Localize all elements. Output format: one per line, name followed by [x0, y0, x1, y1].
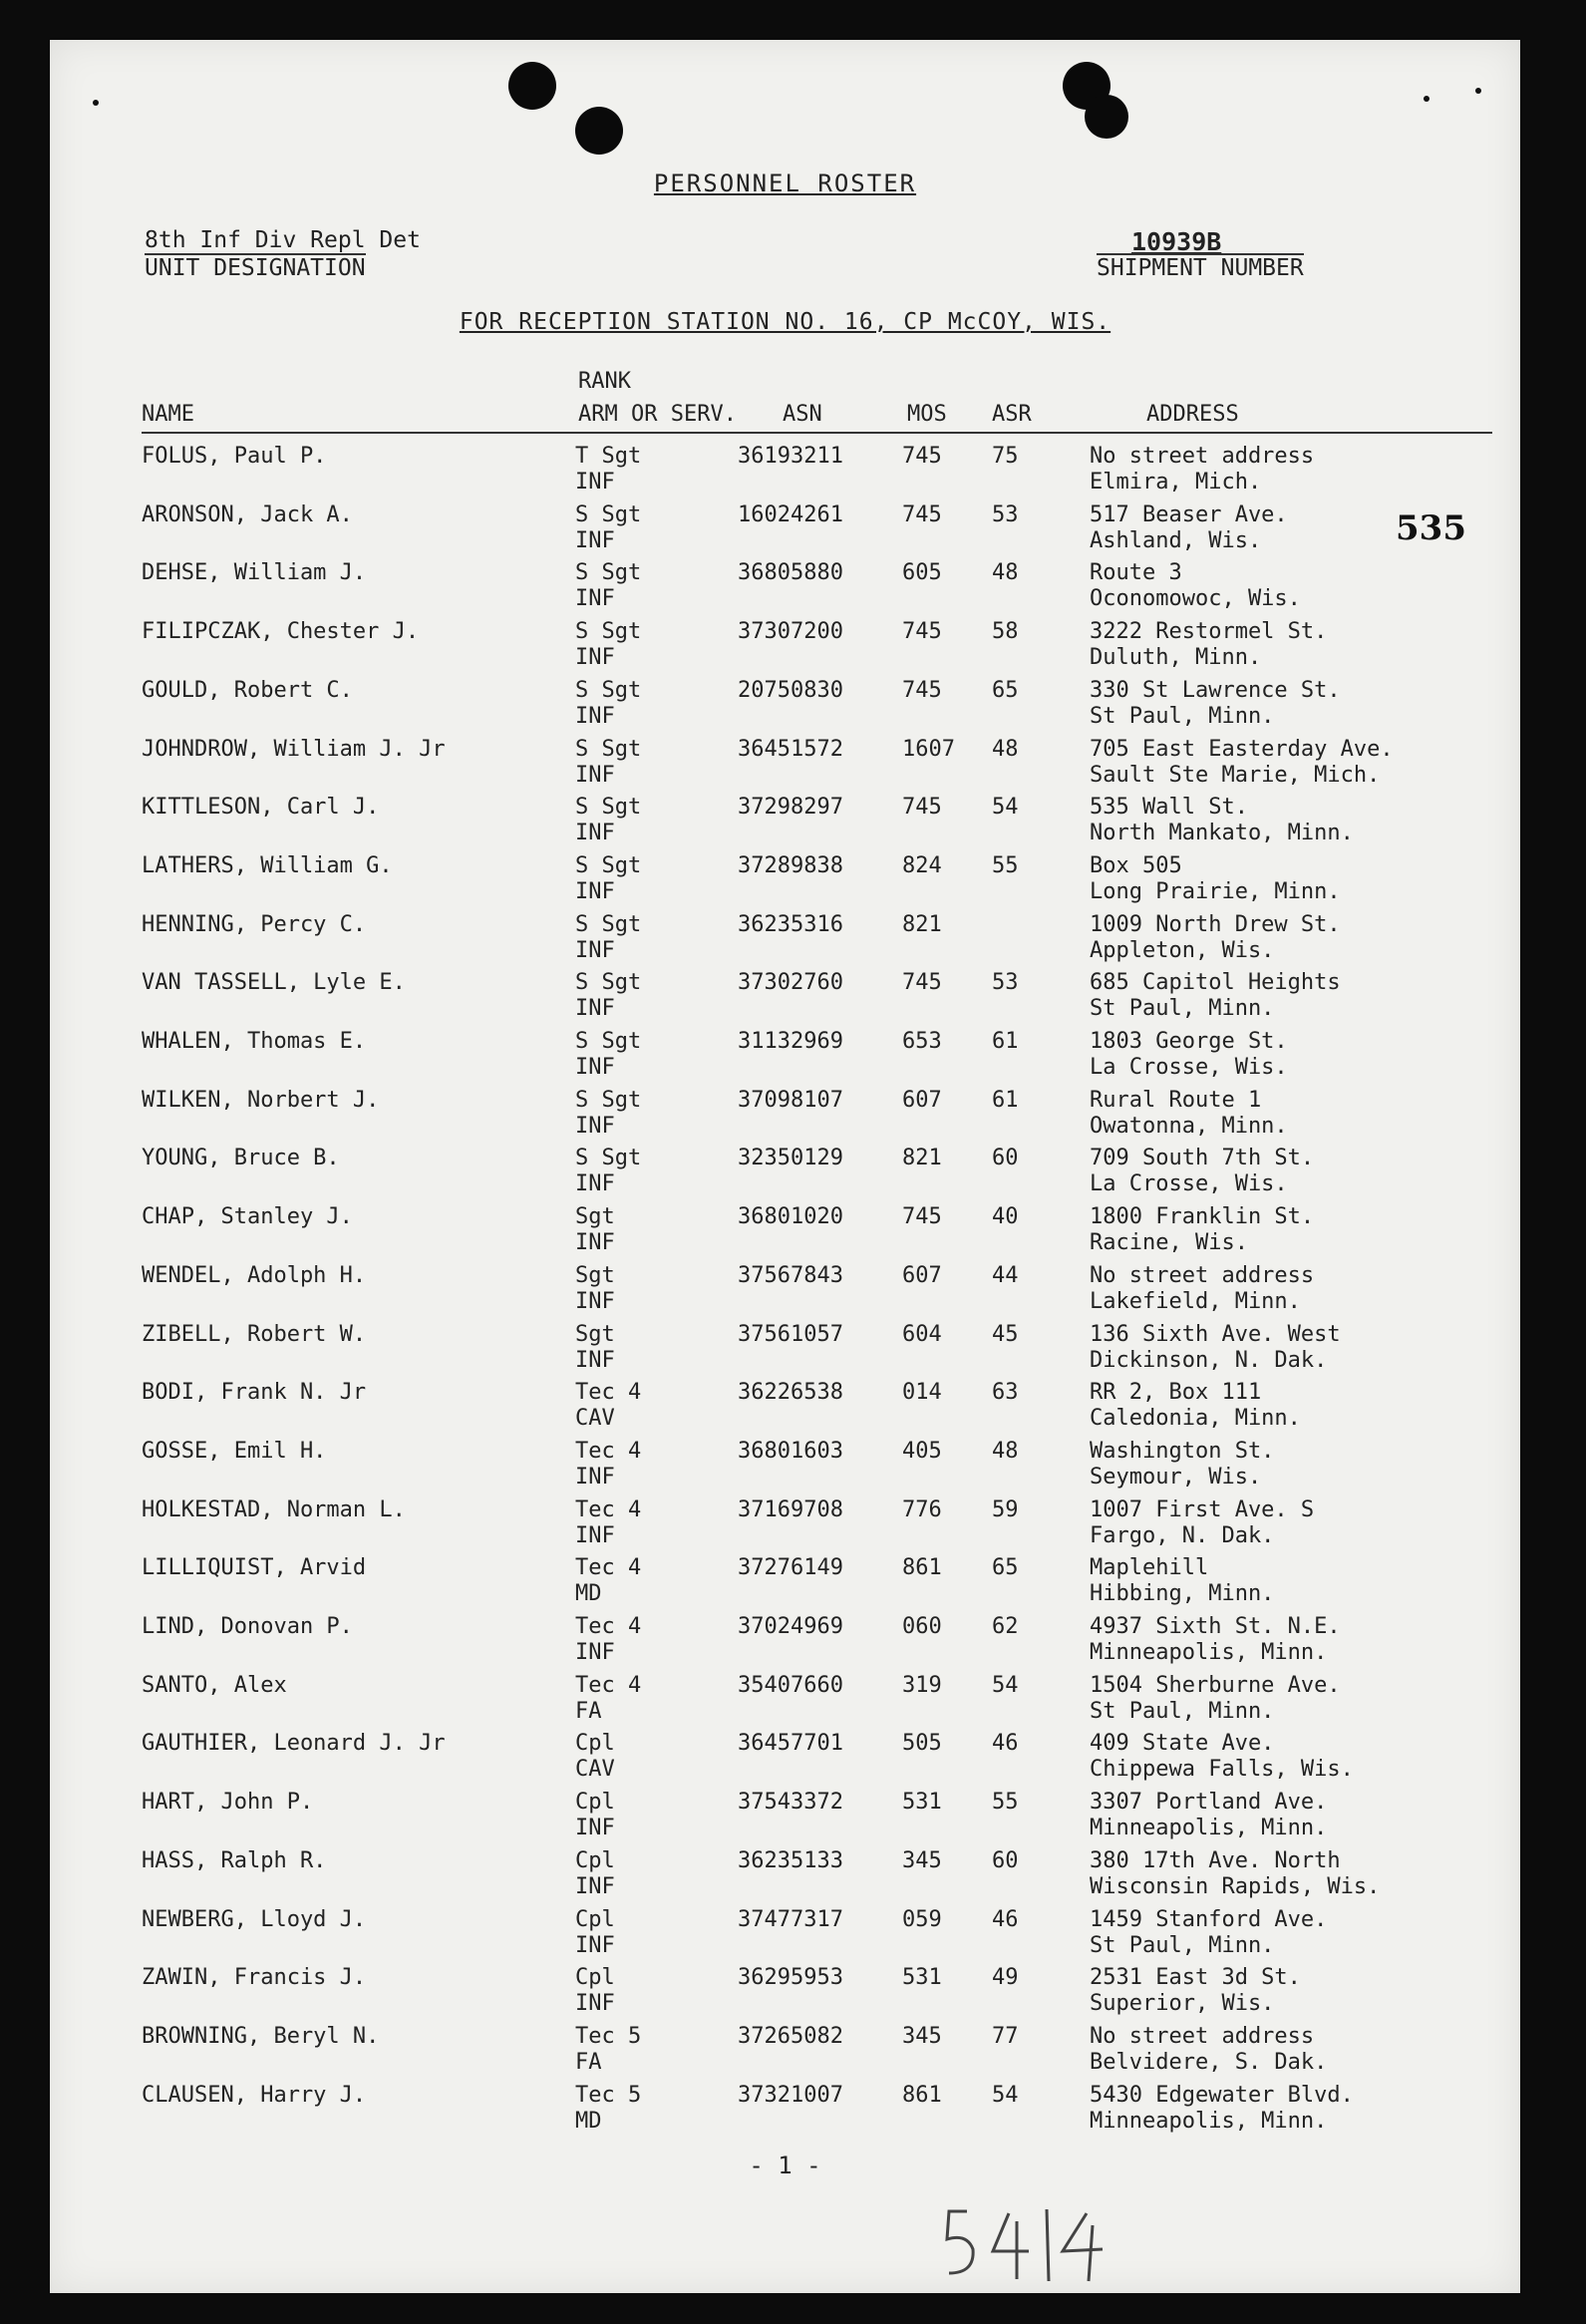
- roster-name: SANTO, Alex: [142, 1672, 287, 1698]
- table-row: [50, 2024, 1520, 2082]
- roster-asr: 65: [992, 677, 1019, 703]
- roster-arm-or-service: INF: [575, 1932, 615, 1958]
- roster-arm-or-service: INF: [575, 762, 615, 788]
- roster-address-line1: 1800 Franklin St.: [1090, 1204, 1315, 1230]
- roster-asn: 36451572: [738, 736, 843, 762]
- page-title: PERSONNEL ROSTER: [653, 169, 917, 197]
- roster-rank: S Sgt: [575, 970, 642, 996]
- roster-name: GOSSE, Emil H.: [142, 1438, 327, 1464]
- roster-rank: Sgt: [575, 1321, 615, 1347]
- shipment-number-label: SHIPMENT NUMBER: [1097, 255, 1304, 281]
- roster-address-line1: 1009 North Drew St.: [1090, 911, 1341, 937]
- roster-address-line1: 330 St Lawrence St.: [1090, 677, 1341, 703]
- table-row: [50, 1204, 1520, 1262]
- roster-mos: 745: [902, 795, 942, 821]
- table-row: [50, 1263, 1520, 1321]
- roster-arm-or-service: INF: [575, 1347, 615, 1373]
- roster-asr: 65: [992, 1555, 1019, 1581]
- roster-arm-or-service: INF: [575, 527, 615, 553]
- roster-asn: 36193211: [738, 444, 843, 469]
- roster-address-line1: 705 East Easterday Ave.: [1090, 736, 1394, 762]
- roster-asn: 16024261: [738, 501, 843, 527]
- roster-address-line2: Lakefield, Minn.: [1090, 1288, 1301, 1314]
- roster-address-line2: Hibbing, Minn.: [1090, 1581, 1275, 1607]
- roster-asn: 37321007: [738, 2082, 843, 2108]
- roster-address-line1: 685 Capitol Heights: [1090, 970, 1341, 996]
- roster-rank: S Sgt: [575, 911, 642, 937]
- roster-address-line1: 4937 Sixth St. N.E.: [1090, 1614, 1341, 1639]
- roster-address-line2: Elmira, Mich.: [1090, 470, 1262, 495]
- roster-name: KITTLESON, Carl J.: [142, 795, 380, 821]
- roster-asr: 61: [992, 1029, 1019, 1054]
- roster-arm-or-service: INF: [575, 937, 615, 963]
- roster-address-line1: No street address: [1090, 1262, 1315, 1288]
- roster-asr: 48: [992, 1438, 1019, 1464]
- roster-mos: 745: [902, 501, 942, 527]
- roster-name: YOUNG, Bruce B.: [142, 1146, 340, 1171]
- roster-asr: 44: [992, 1262, 1019, 1288]
- roster-name: HASS, Ralph R.: [142, 1847, 327, 1873]
- header-address: ADDRESS: [1146, 402, 1239, 427]
- roster-asr: 75: [992, 444, 1019, 469]
- roster-asn: 31132969: [738, 1029, 843, 1054]
- roster-mos: 824: [902, 852, 942, 878]
- roster-rank: Tec 4: [575, 1380, 642, 1406]
- roster-mos: 821: [902, 911, 942, 937]
- roster-name: CLAUSEN, Harry J.: [142, 2082, 367, 2108]
- roster-arm-or-service: INF: [575, 645, 615, 671]
- roster-rank: Tec 4: [575, 1672, 642, 1698]
- roster-arm-or-service: INF: [575, 1464, 615, 1490]
- roster-rank: Tec 4: [575, 1438, 642, 1464]
- roster-mos: 505: [902, 1731, 942, 1757]
- roster-address-line2: Minneapolis, Minn.: [1090, 2108, 1328, 2134]
- roster-name: FOLUS, Paul P.: [142, 444, 327, 469]
- roster-arm-or-service: INF: [575, 1640, 615, 1665]
- table-row: [50, 444, 1520, 501]
- roster-mos: 531: [902, 1790, 942, 1816]
- table-row: [50, 502, 1520, 560]
- roster-mos: 861: [902, 1555, 942, 1581]
- roster-address-line2: Chippewa Falls, Wis.: [1090, 1757, 1354, 1783]
- table-row: [50, 853, 1520, 911]
- roster-address-line1: 709 South 7th St.: [1090, 1146, 1315, 1171]
- roster-asn: 35407660: [738, 1672, 843, 1698]
- roster-address-line2: Appleton, Wis.: [1090, 937, 1275, 963]
- roster-asr: 55: [992, 1790, 1019, 1816]
- roster-asn: 36235133: [738, 1847, 843, 1873]
- roster-name: ZAWIN, Francis J.: [142, 1965, 367, 1991]
- roster-address-line2: Wisconsin Rapids, Wis.: [1090, 1873, 1381, 1899]
- roster-address-line2: Oconomowoc, Wis.: [1090, 586, 1301, 612]
- roster-arm-or-service: INF: [575, 1055, 615, 1080]
- roster-arm-or-service: INF: [575, 1522, 615, 1548]
- roster-mos: 604: [902, 1321, 942, 1347]
- roster-asn: 37477317: [738, 1906, 843, 1932]
- roster-address-line2: North Mankato, Minn.: [1090, 821, 1354, 846]
- roster-rank: Tec 5: [575, 2023, 642, 2049]
- roster-asr: 45: [992, 1321, 1019, 1347]
- roster-name: HOLKESTAD, Norman L.: [142, 1496, 406, 1522]
- unit-designation-value: 8th Inf Div Repl Det: [145, 227, 421, 253]
- roster-address-line1: No street address: [1090, 2023, 1315, 2049]
- roster-mos: 776: [902, 1496, 942, 1522]
- roster-address-line1: Washington St.: [1090, 1438, 1275, 1464]
- roster-arm-or-service: INF: [575, 996, 615, 1022]
- table-row: [50, 619, 1520, 677]
- table-row: [50, 737, 1520, 795]
- roster-address-line2: Fargo, N. Dak.: [1090, 1522, 1275, 1548]
- roster-address-line2: Seymour, Wis.: [1090, 1464, 1262, 1490]
- roster-address-line1: 380 17th Ave. North: [1090, 1847, 1341, 1873]
- table-row: [50, 795, 1520, 852]
- unit-designation-label: UNIT DESIGNATION: [145, 255, 366, 281]
- roster-address-line1: 517 Beaser Ave.: [1090, 501, 1288, 527]
- roster-asn: 37098107: [738, 1087, 843, 1113]
- roster-address-line1: RR 2, Box 111: [1090, 1380, 1262, 1406]
- roster-arm-or-service: INF: [575, 1991, 615, 2017]
- roster-address-line1: 409 State Ave.: [1090, 1731, 1275, 1757]
- roster-asr: 61: [992, 1087, 1019, 1113]
- table-row: [50, 560, 1520, 618]
- roster-mos: 060: [902, 1614, 942, 1639]
- roster-asr: 48: [992, 560, 1019, 586]
- roster-rank: S Sgt: [575, 736, 642, 762]
- roster-address-line2: Caledonia, Minn.: [1090, 1406, 1301, 1432]
- roster-mos: 821: [902, 1146, 942, 1171]
- roster-address-line1: 136 Sixth Ave. West: [1090, 1321, 1341, 1347]
- shipment-number-value: 10939B: [1131, 227, 1222, 256]
- roster-asn: 37543372: [738, 1790, 843, 1816]
- roster-asn: 37265082: [738, 2023, 843, 2049]
- roster-address-line1: 1459 Stanford Ave.: [1090, 1906, 1328, 1932]
- roster-asr: 53: [992, 970, 1019, 996]
- roster-address-line1: 5430 Edgewater Blvd.: [1090, 2082, 1354, 2108]
- roster-name: LILLIQUIST, Arvid: [142, 1555, 367, 1581]
- roster-mos: 745: [902, 677, 942, 703]
- roster-name: LIND, Donovan P.: [142, 1614, 353, 1639]
- roster-asn: 37307200: [738, 619, 843, 645]
- roster-asr: 49: [992, 1965, 1019, 1991]
- roster-rank: S Sgt: [575, 501, 642, 527]
- roster-name: BODI, Frank N. Jr: [142, 1380, 367, 1406]
- table-row: [50, 1731, 1520, 1789]
- roster-arm-or-service: INF: [575, 878, 615, 904]
- roster-address-line1: 3307 Portland Ave.: [1090, 1790, 1328, 1816]
- roster-address-line1: 2531 East 3d St.: [1090, 1965, 1301, 1991]
- roster-address-line2: Sault Ste Marie, Mich.: [1090, 762, 1381, 788]
- roster-mos: 861: [902, 2082, 942, 2108]
- roster-arm-or-service: MD: [575, 1581, 602, 1607]
- table-row: [50, 1380, 1520, 1438]
- roster-mos: 014: [902, 1380, 942, 1406]
- roster-arm-or-service: INF: [575, 1171, 615, 1197]
- roster-name: LATHERS, William G.: [142, 852, 393, 878]
- header-name: NAME: [142, 402, 194, 427]
- roster-mos: 1607: [902, 736, 955, 762]
- roster-asn: 37302760: [738, 970, 843, 996]
- table-row: [50, 1029, 1520, 1087]
- roster-arm-or-service: INF: [575, 1113, 615, 1139]
- roster-address-line2: Minneapolis, Minn.: [1090, 1816, 1328, 1841]
- header-arm-or-serv: ARM OR SERV.: [578, 402, 737, 427]
- roster-asn: 37169708: [738, 1496, 843, 1522]
- roster-rank: Cpl: [575, 1731, 615, 1757]
- roster-asr: 54: [992, 2082, 1019, 2108]
- roster-rank: Tec 4: [575, 1496, 642, 1522]
- roster-arm-or-service: INF: [575, 470, 615, 495]
- roster-name: BROWNING, Beryl N.: [142, 2023, 380, 2049]
- roster-mos: 745: [902, 970, 942, 996]
- roster-address-line2: Belvidere, S. Dak.: [1090, 2049, 1328, 2075]
- roster-name: GAUTHIER, Leonard J. Jr: [142, 1731, 446, 1757]
- roster-name: NEWBERG, Lloyd J.: [142, 1906, 367, 1932]
- roster-rank: S Sgt: [575, 852, 642, 878]
- roster-address-line1: 1007 First Ave. S: [1090, 1496, 1315, 1522]
- roster-arm-or-service: CAV: [575, 1757, 615, 1783]
- roster-name: ARONSON, Jack A.: [142, 501, 353, 527]
- roster-address-line2: Racine, Wis.: [1090, 1230, 1248, 1256]
- roster-address-line2: La Crosse, Wis.: [1090, 1055, 1288, 1080]
- roster-address-line2: Ashland, Wis.: [1090, 527, 1262, 553]
- roster-asr: 54: [992, 795, 1019, 821]
- roster-name: JOHNDROW, William J. Jr: [142, 736, 446, 762]
- roster-address-line2: Minneapolis, Minn.: [1090, 1640, 1328, 1665]
- roster-asr: 60: [992, 1847, 1019, 1873]
- roster-arm-or-service: MD: [575, 2108, 602, 2134]
- roster-address-line1: No street address: [1090, 444, 1315, 469]
- roster-name: FILIPCZAK, Chester J.: [142, 619, 420, 645]
- roster-rank: Cpl: [575, 1965, 615, 1991]
- roster-asn: 37567843: [738, 1262, 843, 1288]
- roster-arm-or-service: INF: [575, 1873, 615, 1899]
- roster-rank: T Sgt: [575, 444, 642, 469]
- roster-mos: 745: [902, 1204, 942, 1230]
- roster-name: WILKEN, Norbert J.: [142, 1087, 380, 1113]
- roster-address-line2: Long Prairie, Minn.: [1090, 878, 1341, 904]
- roster-mos: 345: [902, 2023, 942, 2049]
- roster-address-line1: 3222 Restormel St.: [1090, 619, 1328, 645]
- roster-mos: 531: [902, 1965, 942, 1991]
- table-row: [50, 912, 1520, 970]
- roster-address-line1: Maplehill: [1090, 1555, 1209, 1581]
- roster-asr: 58: [992, 619, 1019, 645]
- roster-asr: 46: [992, 1731, 1019, 1757]
- roster-mos: 405: [902, 1438, 942, 1464]
- roster-name: WENDEL, Adolph H.: [142, 1262, 367, 1288]
- roster-asr: 59: [992, 1496, 1019, 1522]
- roster-asr: 53: [992, 501, 1019, 527]
- roster-address-line2: Owatonna, Minn.: [1090, 1113, 1288, 1139]
- roster-rank: Cpl: [575, 1906, 615, 1932]
- table-row: [50, 1146, 1520, 1203]
- roster: [50, 40, 1520, 2293]
- header-mos: MOS: [907, 402, 947, 427]
- roster-rank: Tec 4: [575, 1614, 642, 1639]
- roster-asr: 48: [992, 736, 1019, 762]
- roster-name: ZIBELL, Robert W.: [142, 1321, 367, 1347]
- roster-name: HART, John P.: [142, 1790, 314, 1816]
- roster-rank: Sgt: [575, 1204, 615, 1230]
- roster-asn: 36801603: [738, 1438, 843, 1464]
- roster-address-line2: Duluth, Minn.: [1090, 645, 1262, 671]
- roster-mos: 653: [902, 1029, 942, 1054]
- roster-address-line1: 535 Wall St.: [1090, 795, 1248, 821]
- roster-arm-or-service: INF: [575, 703, 615, 729]
- header-rule: [142, 432, 1492, 434]
- roster-address-line1: 1803 George St.: [1090, 1029, 1288, 1054]
- roster-asn: 37289838: [738, 852, 843, 878]
- roster-asn: 36235316: [738, 911, 843, 937]
- roster-name: CHAP, Stanley J.: [142, 1204, 353, 1230]
- roster-asr: 46: [992, 1906, 1019, 1932]
- roster-asn: 32350129: [738, 1146, 843, 1171]
- roster-rank: Cpl: [575, 1847, 615, 1873]
- roster-address-line1: Box 505: [1090, 852, 1182, 878]
- roster-arm-or-service: INF: [575, 821, 615, 846]
- table-row: [50, 1965, 1520, 2023]
- roster-asn: 37298297: [738, 795, 843, 821]
- roster-address-line2: St Paul, Minn.: [1090, 1698, 1275, 1724]
- roster-address-line2: St Paul, Minn.: [1090, 1932, 1275, 1958]
- roster-rank: S Sgt: [575, 1087, 642, 1113]
- roster-address-line1: 1504 Sherburne Ave.: [1090, 1672, 1341, 1698]
- roster-name: HENNING, Percy C.: [142, 911, 367, 937]
- handwritten-page-number: [937, 2203, 1107, 2283]
- roster-asn: 20750830: [738, 677, 843, 703]
- roster-asr: 77: [992, 2023, 1019, 2049]
- header-rank-top: RANK: [578, 369, 631, 394]
- roster-address-line1: Rural Route 1: [1090, 1087, 1262, 1113]
- roster-mos: 319: [902, 1672, 942, 1698]
- roster-address-line2: Superior, Wis.: [1090, 1991, 1275, 2017]
- roster-rank: Cpl: [575, 1790, 615, 1816]
- roster-asr: 62: [992, 1614, 1019, 1639]
- roster-asn: 37024969: [738, 1614, 843, 1639]
- table-row: [50, 1088, 1520, 1146]
- reception-station-heading: FOR RECEPTION STATION NO. 16, CP McCOY, WIS.: [459, 309, 1111, 335]
- table-row: [50, 1555, 1520, 1613]
- roster-address-line1: Route 3: [1090, 560, 1182, 586]
- roster-asn: 36805880: [738, 560, 843, 586]
- header-asr: ASR: [992, 402, 1032, 427]
- roster-asn: 36226538: [738, 1380, 843, 1406]
- roster-asr: 55: [992, 852, 1019, 878]
- table-row: [50, 1439, 1520, 1496]
- roster-rank: S Sgt: [575, 1029, 642, 1054]
- roster-name: WHALEN, Thomas E.: [142, 1029, 367, 1054]
- page-number: - 1 -: [749, 2152, 821, 2179]
- roster-address-line2: La Crosse, Wis.: [1090, 1171, 1288, 1197]
- roster-asn: 37561057: [738, 1321, 843, 1347]
- roster-asn: 37276149: [738, 1555, 843, 1581]
- roster-arm-or-service: INF: [575, 586, 615, 612]
- roster-rank: Tec 4: [575, 1555, 642, 1581]
- table-row: [50, 1907, 1520, 1965]
- roster-arm-or-service: INF: [575, 1230, 615, 1256]
- roster-asr: 60: [992, 1146, 1019, 1171]
- roster-rank: Sgt: [575, 1262, 615, 1288]
- roster-mos: 605: [902, 560, 942, 586]
- stamp-number: 535: [1396, 508, 1466, 548]
- roster-mos: 745: [902, 444, 942, 469]
- table-row: [50, 1322, 1520, 1380]
- roster-asr: 54: [992, 1672, 1019, 1698]
- roster-name: VAN TASSELL, Lyle E.: [142, 970, 406, 996]
- roster-arm-or-service: CAV: [575, 1406, 615, 1432]
- roster-name: GOULD, Robert C.: [142, 677, 353, 703]
- roster-rank: S Sgt: [575, 1146, 642, 1171]
- table-row: [50, 2083, 1520, 2141]
- roster-arm-or-service: INF: [575, 1288, 615, 1314]
- roster-rank: Tec 5: [575, 2082, 642, 2108]
- roster-rank: S Sgt: [575, 795, 642, 821]
- table-row: [50, 970, 1520, 1028]
- table-row: [50, 1614, 1520, 1672]
- roster-rank: S Sgt: [575, 677, 642, 703]
- table-row: [50, 1848, 1520, 1906]
- roster-asn: 36457701: [738, 1731, 843, 1757]
- roster-address-line2: St Paul, Minn.: [1090, 996, 1275, 1022]
- table-row: [50, 678, 1520, 736]
- roster-mos: 607: [902, 1087, 942, 1113]
- roster-name: DEHSE, William J.: [142, 560, 367, 586]
- roster-asr: 63: [992, 1380, 1019, 1406]
- roster-mos: 607: [902, 1262, 942, 1288]
- roster-asn: 36801020: [738, 1204, 843, 1230]
- roster-address-line2: Dickinson, N. Dak.: [1090, 1347, 1328, 1373]
- roster-arm-or-service: FA: [575, 2049, 602, 2075]
- table-row: [50, 1497, 1520, 1555]
- roster-rank: S Sgt: [575, 619, 642, 645]
- table-row: [50, 1790, 1520, 1847]
- roster-arm-or-service: FA: [575, 1698, 602, 1724]
- roster-asr: 40: [992, 1204, 1019, 1230]
- roster-mos: 059: [902, 1906, 942, 1932]
- roster-asn: 36295953: [738, 1965, 843, 1991]
- roster-mos: 345: [902, 1847, 942, 1873]
- header-asn: ASN: [783, 402, 822, 427]
- roster-mos: 745: [902, 619, 942, 645]
- roster-arm-or-service: INF: [575, 1816, 615, 1841]
- roster-rank: S Sgt: [575, 560, 642, 586]
- table-row: [50, 1673, 1520, 1731]
- roster-address-line2: St Paul, Minn.: [1090, 703, 1275, 729]
